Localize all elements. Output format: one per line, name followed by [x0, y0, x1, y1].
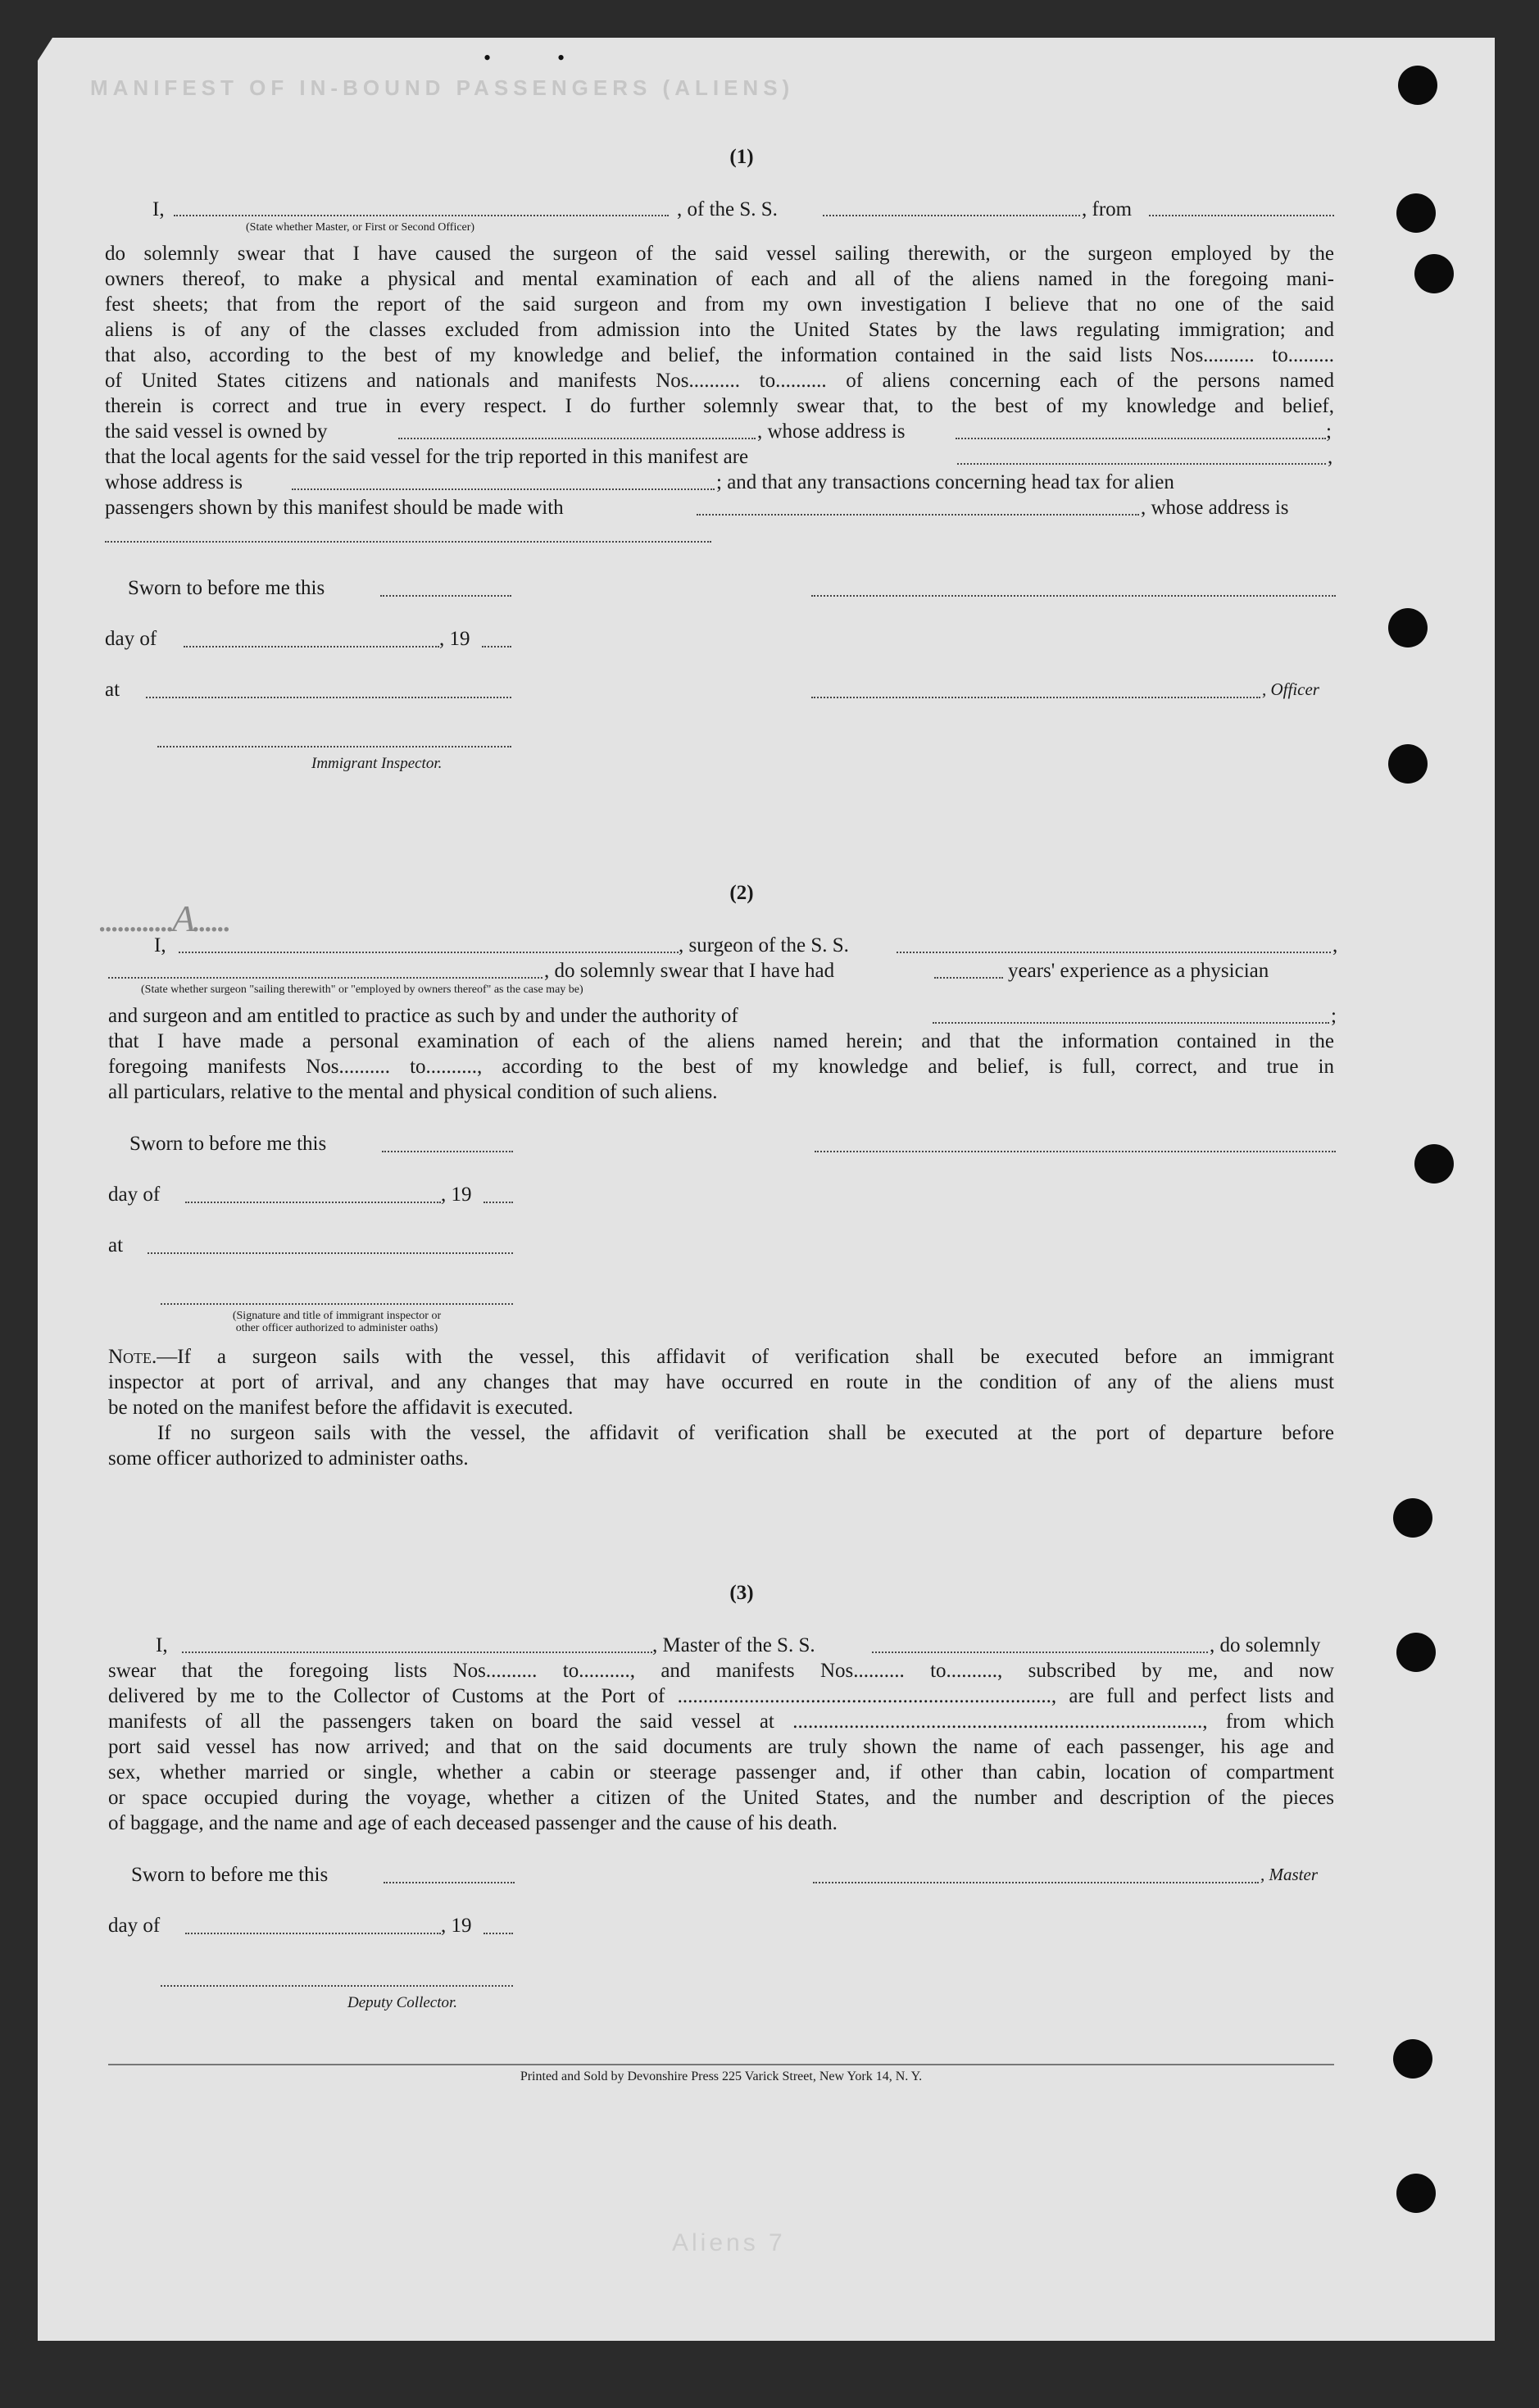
punch-hole [1414, 254, 1454, 293]
year-field[interactable] [483, 1202, 513, 1203]
oath-line: do solemnly swear that I have caused the surgeon of the said vessel sailing therewith, or the surgeon employed by the [105, 243, 1334, 265]
sworn-date-field[interactable] [382, 1151, 513, 1152]
signature-scrawl: ............A...... [98, 897, 229, 939]
from-label: , from [1082, 198, 1133, 220]
note-line: some officer authorized to administer oaths. [108, 1447, 469, 1470]
note-line [108, 1344, 1334, 1370]
corner-mark: • [483, 46, 492, 70]
oath-line: aliens is of any of the classes excluded from admission into the United States by the laws regulating immigration; and [105, 319, 1334, 341]
at-label: at [105, 679, 120, 701]
surgeon-oath-line: all particulars, relative to the mental and physical condition of such aliens. [108, 1081, 718, 1103]
day-of-label: day of [105, 628, 157, 650]
from-port-field[interactable] [1149, 215, 1334, 216]
master-oath-line: of baggage, and the name and age of each deceased passenger and the cause of his death. [108, 1812, 838, 1834]
sworn-label: Sworn to before me this [129, 1133, 327, 1155]
inspector-label: Immigrant Inspector. [311, 755, 443, 772]
master-signature-field[interactable] [813, 1882, 1259, 1883]
master-of-label: , Master of the S. S. [652, 1634, 815, 1656]
master-oath-line: manifests of all the passengers taken on board the said vessel at ................................................................................, from which [108, 1711, 1334, 1733]
section-1-number: (1) [729, 146, 754, 168]
day-of-field[interactable] [184, 646, 439, 647]
comma: , [1332, 934, 1338, 956]
day-of-label: day of [108, 1184, 161, 1206]
master-name-field[interactable] [174, 215, 669, 216]
punch-hole [1414, 1144, 1454, 1184]
officer-title-field[interactable] [811, 697, 1260, 698]
bleed-through-header: MANIFEST OF IN-BOUND PASSENGERS (ALIENS) [90, 75, 795, 100]
authority-field[interactable] [933, 1022, 1329, 1024]
sig-caption: (Signature and title of immigrant inspector or [232, 1310, 442, 1322]
note-line: If no surgeon sails with the vessel, the affidavit of verification shall be executed at the port of departure before [157, 1422, 1334, 1444]
day-of-field[interactable] [185, 1202, 441, 1203]
sworn-date-field[interactable] [380, 595, 511, 597]
oath-line: therein is correct and true in every respect. I do further solemnly swear that, to the best of my knowledge and belief, [105, 395, 1334, 417]
practice-label: and surgeon and am entitled to practice as such by and under the authority of [108, 1005, 738, 1027]
years-experience-label: years' experience as a physician [1008, 960, 1269, 982]
master-oath-line: port said vessel has now arrived; and that on the said documents are truly shown the name of each passenger, his age and [108, 1736, 1334, 1758]
punch-hole [1388, 744, 1428, 784]
surgeon-vessel-field[interactable] [897, 952, 1331, 953]
punch-hole [1393, 2039, 1432, 2079]
note-line: be noted on the manifest before the affidavit is executed. [108, 1397, 574, 1419]
of-ss-label: , of the S. S. [677, 198, 778, 220]
at-place-field[interactable] [146, 697, 511, 698]
surgeon-name-field[interactable] [179, 952, 679, 953]
note-label: Note. [108, 1346, 157, 1368]
officer-label: , Officer [1262, 679, 1319, 699]
punch-hole [1388, 608, 1428, 647]
vessel-name-field[interactable] [872, 1652, 1208, 1653]
master-caption: (State whether Master, or First or Second Officer) [246, 221, 475, 234]
sworn-date-field[interactable] [384, 1882, 515, 1883]
local-agents-field[interactable] [957, 463, 1326, 465]
master-label: , Master [1260, 1865, 1318, 1884]
surgeon-oath-line: foregoing manifests Nos.......... to.........., according to the best of my knowledge and belief, is full, correct, and true in [108, 1056, 1334, 1078]
vessel-name-field[interactable] [823, 215, 1080, 216]
collector-signature-field[interactable] [161, 1985, 513, 1987]
year-field[interactable] [483, 1933, 513, 1934]
contact-address-label: , whose address is [1141, 497, 1289, 519]
punch-hole [1396, 1633, 1436, 1672]
inspector-signature-field[interactable] [157, 746, 511, 747]
surgeon-oath-line: that I have made a personal examination of each of the aliens named herein; and that the information contained in the [108, 1030, 1334, 1052]
owner-address-field[interactable] [956, 438, 1326, 439]
master-oath-line: sex, whether married or single, whether a cabin or steerage passenger and, if other than cabin, location of compartment [108, 1761, 1334, 1783]
oath-line: owners thereof, to make a physical and mental examination of each and all of the aliens named in the foregoing mani- [105, 268, 1334, 290]
solemnly-label: , do solemnly [1210, 1634, 1321, 1656]
at-place-field[interactable] [148, 1252, 513, 1254]
note-text: —If a surgeon sails with the vessel, this affidavit of verification shall be executed before an immigrant [157, 1346, 1334, 1368]
master-oath-line: delivered by me to the Collector of Customs at the Port of ........................................................................., are full and perfect lists and [108, 1685, 1334, 1707]
corner-mark: • [557, 46, 565, 70]
surgeon-prefix: I, [154, 934, 166, 956]
passengers-shown-label: passengers shown by this manifest should be made with [105, 497, 564, 519]
surgeon-swear-label: , do solemnly swear that I have had [544, 960, 835, 982]
semicolon: ; [1326, 420, 1332, 443]
surgeon-of-label: , surgeon of the S. S. [679, 934, 849, 956]
year-field[interactable] [482, 646, 511, 647]
year-label: , 19 [441, 1915, 472, 1937]
section-3-number: (3) [729, 1582, 754, 1604]
sig-caption: other officer authorized to administer oaths) [235, 1322, 438, 1334]
master-oath-line: swear that the foregoing lists Nos.......... to.........., and manifests Nos.......... to.........., subscribed by me, and now [108, 1660, 1334, 1682]
semicolon: ; [1331, 1005, 1337, 1027]
punch-hole [1393, 1498, 1432, 1538]
master-prefix: I, [152, 198, 165, 220]
year-label: , 19 [439, 628, 470, 650]
punch-hole [1398, 66, 1437, 105]
section-2-number: (2) [729, 882, 754, 904]
master-name-field[interactable] [182, 1652, 652, 1653]
master-prefix: I, [156, 1634, 168, 1656]
surgeon-signature-field[interactable] [815, 1151, 1336, 1152]
years-experience-field[interactable] [934, 977, 1003, 979]
owned-by-label: the said vessel is owned by [105, 420, 328, 443]
at-label: at [108, 1234, 124, 1256]
local-agents-label: that the local agents for the said vessel for the trip reported in this manifest are [105, 446, 749, 468]
note-line: inspector at port of arrival, and any changes that may have occurred en route in the condition of any of the aliens must [108, 1371, 1334, 1393]
head-tax-contact-field[interactable] [697, 514, 1139, 516]
bleed-through-page-mark: Aliens 7 [672, 2229, 786, 2256]
master-oath-line: or space occupied during the voyage, whether a citizen of the United States, and the number and description of the pieces [108, 1787, 1334, 1809]
surgeon-status-field[interactable] [108, 977, 543, 979]
sworn-label: Sworn to before me this [128, 577, 325, 599]
oath-line: of United States citizens and nationals and manifests Nos.......... to.......... of aliens concerning each of the persons named [105, 370, 1334, 392]
day-of-label: day of [108, 1915, 161, 1937]
surgeon-caption: (State whether surgeon "sailing therewith" or "employed by owners thereof" as the case may be) [141, 984, 583, 996]
agent-address-field[interactable] [292, 488, 715, 490]
comma: , [1328, 446, 1333, 468]
agent-address-label: whose address is [105, 471, 243, 493]
administering-officer-signature-field[interactable] [161, 1303, 513, 1305]
day-of-field[interactable] [185, 1933, 441, 1934]
collector-label: Deputy Collector. [347, 1994, 458, 2011]
head-tax-label: ; and that any transactions concerning head tax for alien [716, 471, 1174, 493]
punch-hole [1396, 2174, 1436, 2213]
contact-address-field[interactable] [105, 541, 711, 543]
year-label: , 19 [441, 1184, 472, 1206]
owner-field[interactable] [398, 438, 756, 439]
sworn-label: Sworn to before me this [131, 1864, 329, 1886]
oath-line: that also, according to the best of my knowledge and belief, the information contained in the said lists Nos.......... to......... [105, 344, 1334, 366]
footer-rule [108, 2064, 1334, 2065]
officer-signature-field[interactable] [811, 595, 1336, 597]
owner-address-label: , whose address is [757, 420, 906, 443]
punch-hole [1396, 193, 1436, 233]
oath-line: fest sheets; that from the report of the said surgeon and from my own investigation I believe that no one of the said [105, 293, 1334, 316]
printer-imprint: Printed and Sold by Devonshire Press 225 Varick Street, New York 14, N. Y. [520, 2070, 923, 2083]
